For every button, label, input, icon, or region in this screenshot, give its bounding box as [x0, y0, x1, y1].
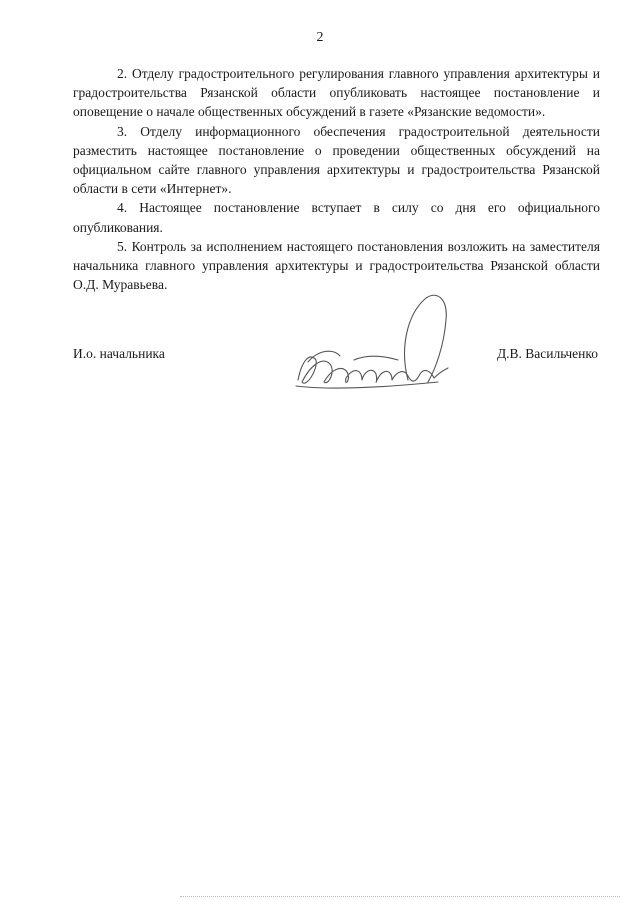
handwritten-signature [288, 290, 468, 400]
paragraph-5: 5. Контроль за исполнением настоящего постановления возложить на заместителя начальника главного управления архитектуры и градостроительства Рязанской области О.Д. Муравьева. [73, 238, 600, 293]
paragraph-4: 4. Настоящее постановление вступает в силу со дня его официального опубликования. [73, 200, 600, 235]
page-number: 2 [316, 30, 324, 45]
paragraph-3: 3. Отделу информационного обеспечения градостроительной деятельности разместить настоящее постановление о проведении общественных обсуждений на официальном сайте главного управления архитектуры и градостроительства Рязанской области в сети «Интернет». [73, 123, 600, 197]
document-body [73, 64, 600, 294]
signatory-title: И.о. начальника [73, 346, 165, 361]
footer-divider [180, 896, 620, 897]
paragraph-2: 2. Отделу градостроительного регулирования главного управления архитектуры и градостроительства Рязанской области опубликовать настоящее постановление и оповещение о начале общественных обсуждений в газете «Рязанские ведомости». [73, 66, 600, 120]
signature-block [73, 340, 600, 420]
signatory-name: Д.В. Васильченко [496, 346, 598, 361]
